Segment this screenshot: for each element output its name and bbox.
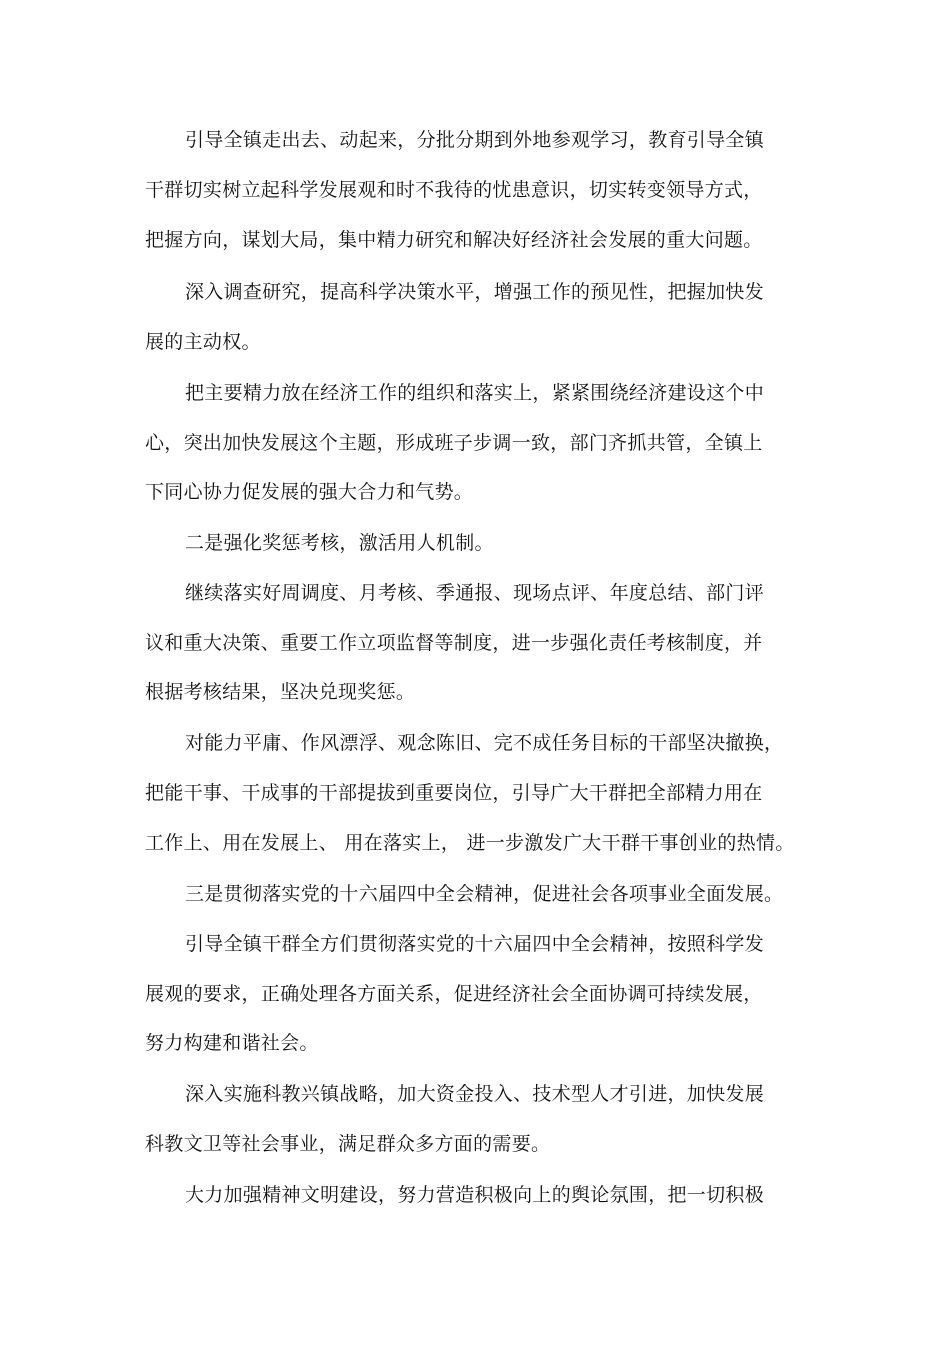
text-line: 根据考核结果，坚决兑现奖惩。 xyxy=(145,681,416,703)
text-line: 下同心协力促发展的强大合力和气势。 xyxy=(145,481,474,503)
text-line: 干群切实树立起科学发展观和时不我待的忧患意识，切实转变领导方式， xyxy=(145,179,763,201)
text-line: 二是强化奖惩考核，激活用人机制。 xyxy=(185,532,494,554)
text-line: 把能干事、干成事的干部提拔到重要岗位，引导广大干群把全部精力用在 xyxy=(145,782,763,804)
text-line: 深入实施科教兴镇战略，加大资金投入、技术型人才引进，加快发展 xyxy=(185,1083,765,1105)
text-line: 展的主动权。 xyxy=(145,331,261,353)
text-line: 心，突出加快发展这个主题，形成班子步调一致，部门齐抓共管，全镇上 xyxy=(145,432,763,454)
text-line: 把主要精力放在经济工作的组织和落实上，紧紧围绕经济建设这个中 xyxy=(185,382,765,404)
text-line: 三是贯彻落实党的十六届四中全会精神，促进社会各项事业全面发展。 xyxy=(185,883,784,905)
text-line: 大力加强精神文明建设，努力营造积极向上的舆论氛围，把一切积极 xyxy=(185,1184,765,1206)
text-line: 深入调查研究，提高科学决策水平，增强工作的预见性，把握加快发 xyxy=(185,281,765,303)
text-line: 科教文卫等社会事业，满足群众多方面的需要。 xyxy=(145,1133,551,1155)
text-line: 对能力平庸、作风漂浮、观念陈旧、完不成任务目标的干部坚决撤换， xyxy=(185,732,784,754)
text-line: 引导全镇干群全方们贯彻落实党的十六届四中全会精神，按照科学发 xyxy=(185,933,765,955)
text-line: 展观的要求，正确处理各方面关系，促进经济社会全面协调可持续发展， xyxy=(145,983,763,1005)
text-line: 议和重大决策、重要工作立项监督等制度，进一步强化责任考核制度，并 xyxy=(145,632,763,654)
text-line: 引导全镇走出去、动起来，分批分期到外地参观学习，教育引导全镇 xyxy=(185,129,765,151)
text-line: 努力构建和谐社会。 xyxy=(145,1032,319,1054)
text-line: 继续落实好周调度、月考核、季通报、现场点评、年度总结、部门评 xyxy=(185,582,765,604)
text-line: 工作上、用在发展上、 用在落实上， 进一步激发广大干群干事创业的热情。 xyxy=(145,832,795,854)
text-line: 把握方向，谋划大局，集中精力研究和解决好经济社会发展的重大问题。 xyxy=(145,229,763,251)
